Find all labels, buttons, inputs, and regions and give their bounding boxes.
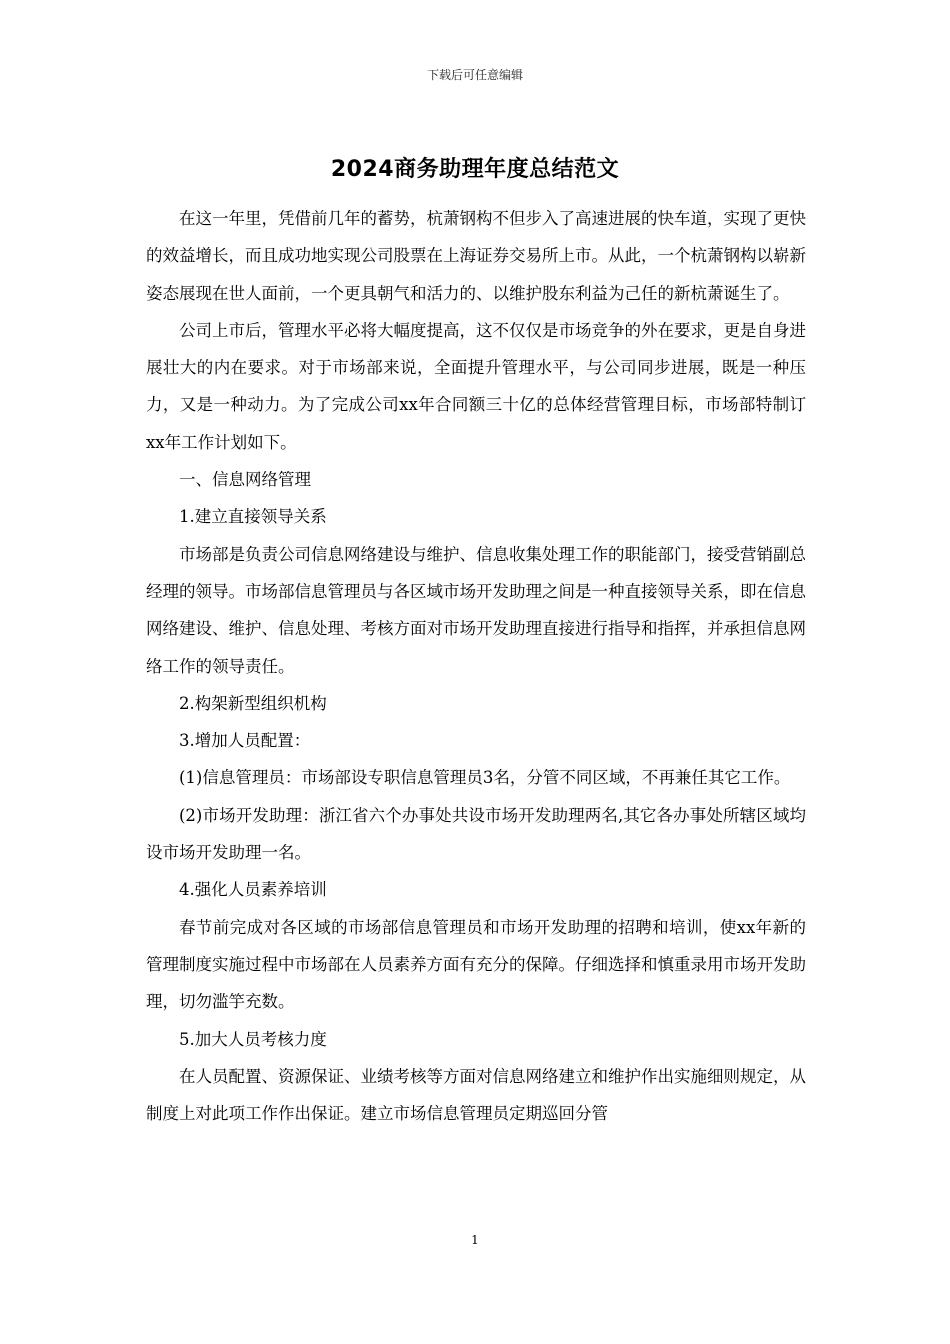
subsection-heading: 1.建立直接领导关系 — [179, 507, 327, 527]
subsection-heading: 2.构架新型组织机构 — [179, 693, 327, 713]
paragraph: 市场部是负责公司信息网络建设与维护、信息收集处理工作的职能部门，接受营销副总经理的领导。市场部信息管理员与各区域市场开发助理之间是一种直接领导关系，即在信息网络建设、维护、信息处理、考核方面对市场开发助理直接进行指导和指挥，并承担信息网络工作的领导责任。 — [146, 544, 806, 676]
paragraph: 在人员配置、资源保证、业绩考核等方面对信息网络建立和维护作出实施细则规定，从制度上对此项工作作出保证。建立市场信息管理员定期巡回分管 — [146, 1066, 806, 1124]
section-heading: 一、信息网络管理 — [179, 470, 311, 490]
paragraph: 在这一年里，凭借前几年的蓄势，杭萧钢构不但步入了高速进展的快车道，实现了更快的效益增长，而且成功地实现公司股票在上海证券交易所上市。从此，一个杭萧钢构以崭新姿态展现在世人面前，一个更具朝气和活力的、以维护股东利益为己任的新杭萧诞生了。 — [146, 209, 806, 303]
subsection-heading: 5.加大人员考核力度 — [179, 1029, 327, 1049]
list-item: (1)信息管理员：市场部设专职信息管理员3名，分管不同区域，不再兼任其它工作。 — [179, 768, 791, 788]
paragraph: 公司上市后，管理水平必将大幅度提高，这不仅仅是市场竞争的外在要求，更是自身进展壮大的内在要求。对于市场部来说，全面提升管理水平，与公司同步进展，既是一种压力，又是一种动力。为了完成公司xx年合同额三十亿的总体经营管理目标，市场部特制订xx年工作计划如下。 — [146, 320, 806, 452]
page-number: 1 — [471, 1233, 479, 1247]
page-header-note: 下载后可任意编辑 — [426, 68, 523, 82]
paragraph: 春节前完成对各区域的市场部信息管理员和市场开发助理的招聘和培训，使xx年新的管理制度实施过程中市场部在人员素养方面有充分的保障。仔细选择和慎重录用市场开发助理，切勿滥竽充数。 — [146, 917, 806, 1012]
document-body — [146, 200, 806, 1132]
subsection-heading: 3.增加人员配置： — [179, 731, 311, 751]
list-item: (2)市场开发助理：浙江省六个办事处共设市场开发助理两名,其它各办事处所辖区域均设市场开发助理一名。 — [146, 805, 806, 863]
subsection-heading: 4.强化人员素养培训 — [179, 880, 327, 900]
document-title: 2024商务助理年度总结范文 — [330, 157, 620, 182]
